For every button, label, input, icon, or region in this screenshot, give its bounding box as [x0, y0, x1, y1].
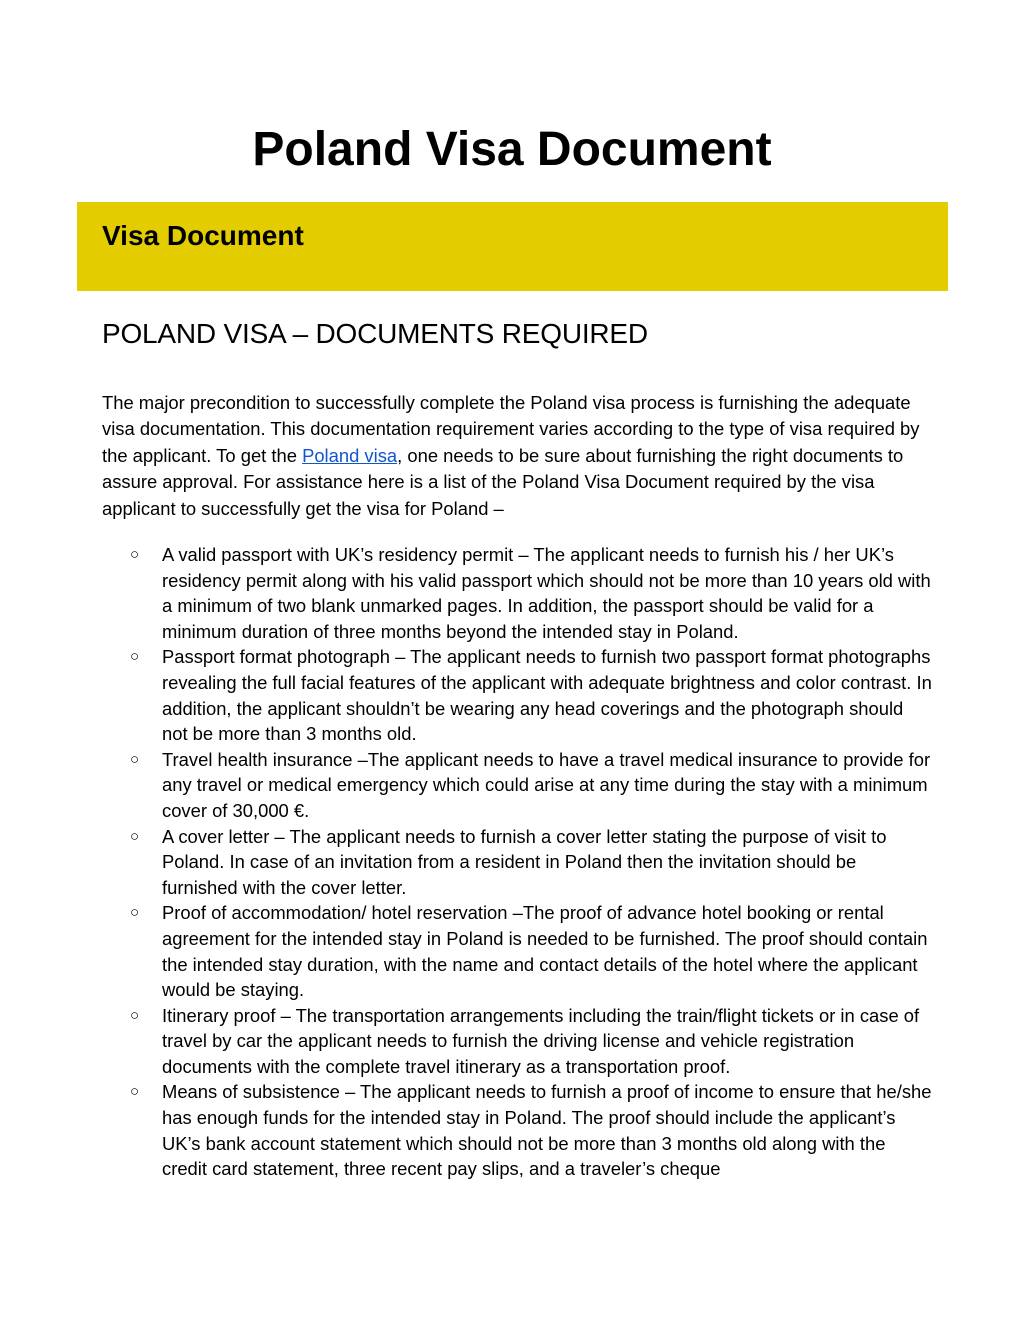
circle-bullet-icon: ○: [130, 648, 140, 666]
list-item-text: A valid passport with UK’s residency permit – The applicant needs to furnish his / her UK’s residency permit along with his valid passport which should not be more than 10 years old with a minimum of two blank unmarked pages. In addition, the passport should be valid for a minimum duration of three months beyond the intended stay in Poland.: [162, 544, 931, 642]
requirements-list: [102, 542, 932, 1182]
banner-title: Visa Document: [102, 220, 304, 251]
circle-bullet-icon: ○: [130, 827, 140, 845]
list-item: [102, 542, 932, 644]
intro-text-after-link: , one needs to be sure about furnishing the right documents to assure approval. For assistance here is a list of the Poland Visa Document required by the visa applicant to successfully get the visa for Poland –: [102, 444, 904, 519]
list-item: [102, 1003, 932, 1080]
list-item-text: A cover letter – The applicant needs to furnish a cover letter stating the purpose of visit to Poland. In case of an invitation from a resident in Poland then the invitation should be furnished with the cover letter.: [162, 825, 887, 898]
list-item-text: Means of subsistence – The applicant needs to furnish a proof of income to ensure that he/she has enough funds for the intended stay in Poland. The proof should include the applicant’s UK’s bank account statement which should not be more than 3 months old along with the credit card statement, three recent pay slips, and a traveler’s cheque: [162, 1081, 932, 1180]
circle-bullet-icon: ○: [130, 904, 140, 922]
intro-paragraph: [102, 390, 932, 522]
section-heading: POLAND VISA – DOCUMENTS REQUIRED: [102, 318, 648, 349]
list-item: [102, 644, 932, 746]
list-item-text: Proof of accommodation/ hotel reservation –The proof of advance hotel booking or rental agreement for the intended stay in Poland is needed to be furnished. The proof should contain the intended stay duration, with the name and contact details of the hotel where the applicant would be staying.: [162, 902, 928, 1001]
circle-bullet-icon: ○: [130, 1006, 140, 1024]
list-item: [102, 747, 932, 824]
list-item: [102, 824, 932, 901]
list-item: [102, 1079, 932, 1181]
circle-bullet-icon: ○: [130, 546, 140, 563]
list-item-text: Itinerary proof – The transportation arrangements including the train/flight tickets or in case of travel by car the applicant needs to furnish the driving license and vehicle registration documents with the complete travel itinerary as a transportation proof.: [162, 1004, 920, 1077]
page-title: Poland Visa Document: [252, 123, 772, 176]
circle-bullet-icon: ○: [130, 1083, 140, 1101]
section-banner: [77, 202, 948, 291]
intro-text-before-link: The major precondition to successfully complete the Poland visa process is furnishing the adequate visa documentation. This documentation requirement varies according to the type of visa required by the applicant. To get the: [102, 392, 920, 466]
list-item: [102, 900, 932, 1002]
poland-visa-link[interactable]: Poland visa: [302, 444, 398, 466]
list-item-text: Passport format photograph – The applicant needs to furnish two passport format photographs revealing the full facial features of the applicant with adequate brightness and color contrast. In addition, the applicant shouldn’t be wearing any head coverings and the photograph should not be more than 3 months old.: [162, 646, 932, 745]
list-item-text: Travel health insurance –The applicant needs to have a travel medical insurance to provide for any travel or medical emergency which could arise at any time during the stay with a minimum cover of 30,000 €.: [162, 748, 931, 821]
circle-bullet-icon: ○: [130, 750, 140, 768]
